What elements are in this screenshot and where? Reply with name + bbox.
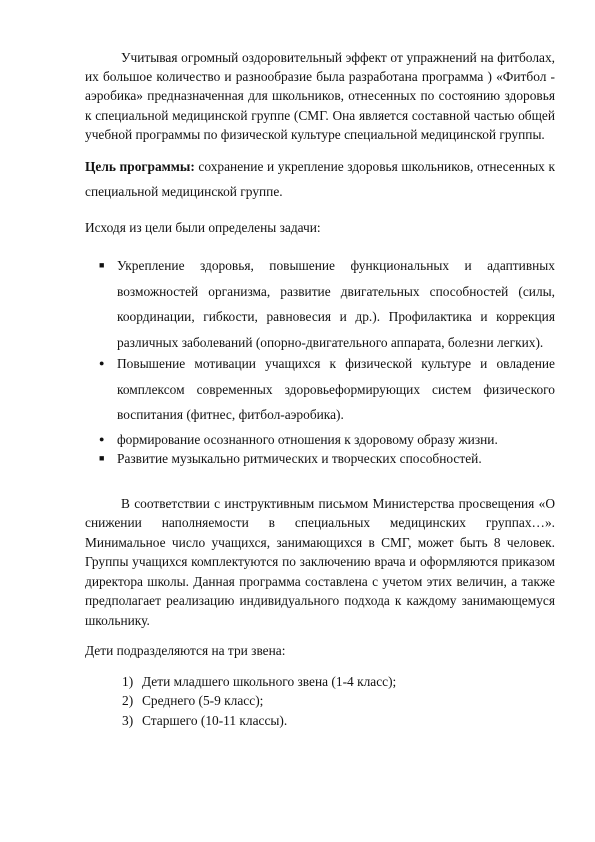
list-number: 1) [122,673,134,689]
list-number: 2) [122,693,134,709]
goal-text: сохранение и укрепление здоровья школьников, отнесенных к специальной медицинской группе. [85,159,555,200]
list-item [85,430,555,449]
list-item [85,253,555,355]
list-item [85,351,555,428]
task-text: Развитие музыкально ритмических и творческих способностей. [117,450,482,466]
square-bullet-icon: ■ [99,260,105,271]
task-text: формирование осознанного отношения к здоровому образу жизни. [117,431,498,447]
groups-list [85,672,555,731]
goal-paragraph [85,154,555,204]
list-number: 3) [122,712,134,728]
task-text: Повышение мотивации учащихся к физической культуре и овладение комплексом современных здоровьеформирующих систем физического воспитания (фитнес, фитбол-аэробика). [117,356,555,423]
goal-label: Цель программы: [85,159,195,175]
groups-intro: Дети подразделяются на три звена: [85,642,286,658]
group-text: Старшего (10-11 классы). [142,712,288,728]
list-item [85,672,555,692]
task-text: Укрепление здоровья, повышение функциональных и адаптивных возможностей организма, развитие двигательных способностей (силы, координации, гибкости, равновесия и др.). Профилактика и коррекция различных заболеваний (опорно-двигательного аппарата, болезни легких). [117,258,555,350]
tasks-list [85,253,555,468]
tasks-intro: Исходя из цели были определены задачи: [85,220,321,236]
list-item [85,691,555,711]
document-page [85,48,555,730]
main-paragraph: В соответствии с инструктивным письмом Министерства просвещения «О снижении наполняемости в специальных медицинских группах…». Минимальное число учащихся, занимающихся в СМГ, может быть 8 человек. Группы учащихся комплектуются по заключению врача и оформляются приказом директора школы. Данная программа составлена с учетом этих величин, а также предполагает реализацию индивидуального подхода к каждому занимающемуся школьнику. [85,495,555,629]
list-item [85,449,555,468]
list-item [85,711,555,731]
square-bullet-icon: ■ [99,452,105,463]
group-text: Дети младшего школьного звена (1-4 класс); [142,673,397,689]
round-bullet-icon: ● [99,358,105,369]
round-bullet-icon: ● [99,433,105,444]
group-text: Среднего (5-9 класс); [142,693,264,709]
intro-paragraph: Учитывая огромный оздоровительный эффект от упражнений на фитболах, их большое количество и разнообразие была разработана программа ) «Фитбол - аэробика» предназначенная для школьников, отнесенных по состоянию здоровья к специальной медицинской группе (СМГ. Она является составной частью общей учебной программы по физической культуре специальной медицинской группы. [85,50,555,142]
